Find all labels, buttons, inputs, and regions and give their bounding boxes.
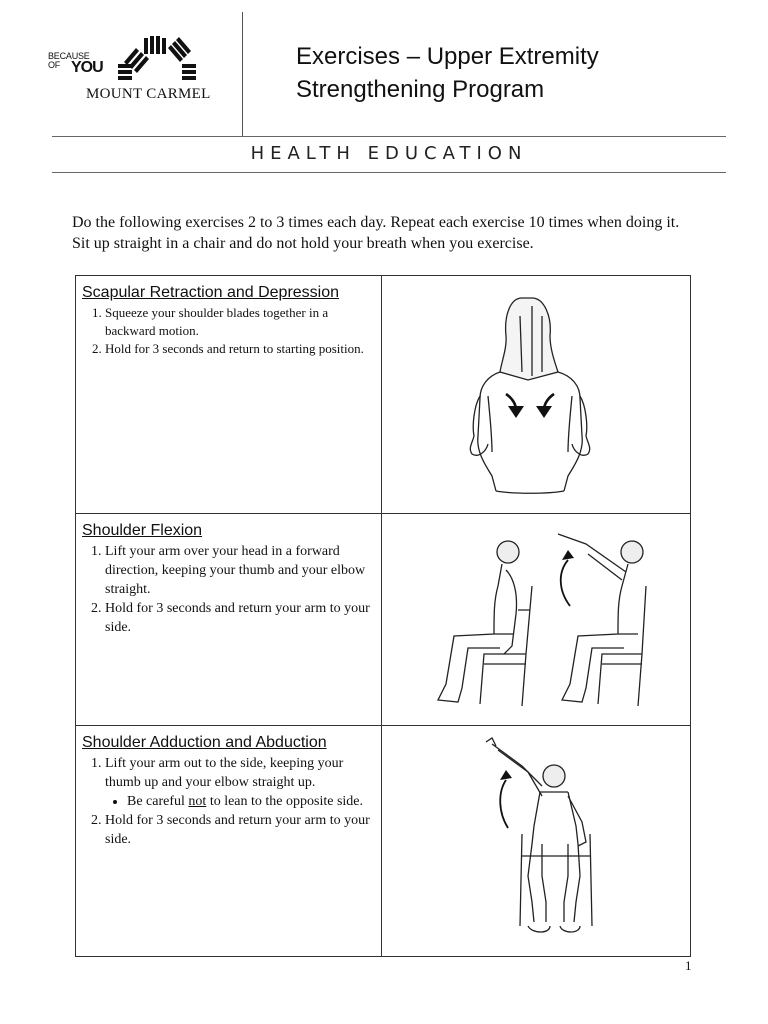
shoulder-flexion-illustration	[382, 514, 690, 725]
exercise-steps	[76, 754, 381, 849]
exercise-step: 2. Hold for 3 seconds and return to starting position.	[105, 340, 381, 358]
intro-paragraph: Do the following exercises 2 to 3 times each day. Repeat each exercise 10 times when doing it. Sit up straight in a chair and do not hold your breath when you exercise.	[72, 214, 680, 252]
exercise-step: 1. Lift your arm out to the side, keeping your thumb up and your elbow straight up. • Be careful not to lean to the opposite side.	[105, 754, 381, 811]
exercise-step: 1. Lift your arm over your head in a forward direction, keeping your thumb and your elbow straight.	[105, 542, 381, 599]
exercise-illustration-cell	[382, 514, 691, 726]
exercise-table	[75, 275, 691, 957]
exercise-text-cell	[76, 276, 382, 514]
exercise-steps	[76, 542, 381, 637]
logo-because: BECAUSE OF	[48, 51, 90, 70]
caution-bullet: • Be careful not to lean to the opposite side.	[127, 792, 381, 811]
exercise-step: 1. Squeeze your shoulder blades together in a backward motion.	[105, 304, 381, 340]
exercise-title: Shoulder Flexion	[82, 522, 203, 539]
exercise-row	[76, 276, 691, 514]
rule-bottom	[52, 172, 726, 173]
exercise-row	[76, 514, 691, 726]
page-number: 1	[685, 958, 692, 973]
logo-mount-carmel: MOUNT CARMEL	[86, 86, 211, 102]
exercise-steps	[76, 304, 381, 358]
mount-carmel-logo	[48, 30, 238, 110]
exercise-text-cell	[76, 726, 382, 957]
exercise-illustration-cell	[382, 276, 691, 514]
exercise-title: Shoulder Adduction and Abduction	[82, 734, 327, 751]
exercise-text-cell	[76, 514, 382, 726]
shoulder-abduction-illustration	[382, 726, 690, 956]
exercise-step: 2. Hold for 3 seconds and return your arm to your side.	[105, 811, 381, 849]
exercise-step: 2. Hold for 3 seconds and return your arm to your side.	[105, 599, 381, 637]
logo-arch-icon	[114, 34, 200, 80]
rule-top	[52, 136, 726, 137]
exercise-row	[76, 726, 691, 957]
exercise-title: Scapular Retraction and Depression	[82, 284, 340, 301]
section-heading: HEALTH EDUCATION	[250, 143, 528, 164]
page-title	[296, 40, 599, 106]
exercise-caution	[105, 792, 381, 811]
logo-you: YOU	[71, 59, 103, 76]
exercise-illustration-cell	[382, 726, 691, 957]
title-line-1: Exercises – Upper Extremity	[296, 43, 599, 70]
header-divider	[242, 12, 243, 136]
scapular-retraction-illustration	[382, 276, 690, 513]
title-line-2: Strengthening Program	[296, 76, 545, 103]
